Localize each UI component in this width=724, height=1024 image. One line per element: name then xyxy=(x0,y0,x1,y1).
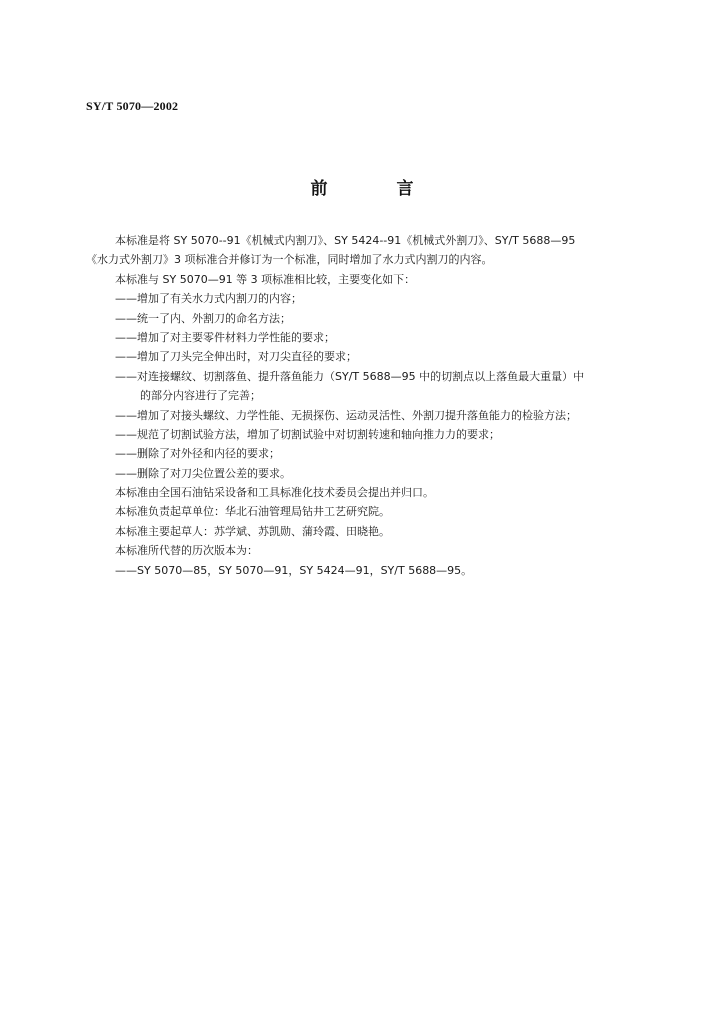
preface-line: 本标准负责起草单位：华北石油管理局钻井工艺研究院。 xyxy=(115,505,390,519)
preface-line: ——统一了内、外割刀的命名方法； xyxy=(115,311,291,325)
preface-line: 本标准所代替的历次版本为： xyxy=(115,544,258,558)
preface-line: ——删除了对刀尖位置公差的要求。 xyxy=(115,466,291,480)
preface-line: ——规范了切割试验方法，增加了切割试验中对切割转速和轴向推力力的要求； xyxy=(115,427,500,441)
preface-line: ——增加了对主要零件材料力学性能的要求； xyxy=(115,330,335,344)
preface-line: 本标准主要起草人：苏学斌、苏凯勋、蒲玲霞、田晓艳。 xyxy=(115,524,390,538)
preface-line: ——删除了对外径和内径的要求； xyxy=(115,447,280,461)
standard-number: SY/T 5070—2002 xyxy=(86,99,179,113)
preface-line: 本标准由全国石油钻采设备和工具标准化技术委员会提出并归口。 xyxy=(115,486,434,500)
preface-line: 《水力式外割刀》3 项标准合并修订为一个标准，同时增加了水力式内割刀的内容。 xyxy=(86,253,493,267)
preface-line: ——增加了有关水力式内割刀的内容； xyxy=(115,292,302,306)
preface-body xyxy=(86,231,676,580)
preface-line: 本标准是将 SY 5070--91《机械式内割刀》、SY 5424--91《机械式外割刀》、SY/T 5688—95 xyxy=(115,234,576,247)
preface-line: 本标准与 SY 5070—91 等 3 项标准相比较，主要变化如下： xyxy=(115,272,416,286)
preface-line: ——增加了刀头完全伸出时，对刀尖直径的要求； xyxy=(115,350,357,364)
preface-line: ——对连接螺纹、切割落鱼、提升落鱼能力（SY/T 5688—95 中的切割点以上落鱼最大重量）中 xyxy=(115,369,585,383)
preface-line: 的部分内容进行了完善； xyxy=(140,389,261,403)
page-title: 前 言 xyxy=(310,179,440,199)
preface-line: ——SY 5070—85，SY 5070—91，SY 5424—91，SY/T 5688—95。 xyxy=(115,563,473,577)
preface-line: ——增加了对接头螺纹、力学性能、无损探伤、运动灵活性、外割刀提升落鱼能力的检验方法； xyxy=(115,408,577,422)
